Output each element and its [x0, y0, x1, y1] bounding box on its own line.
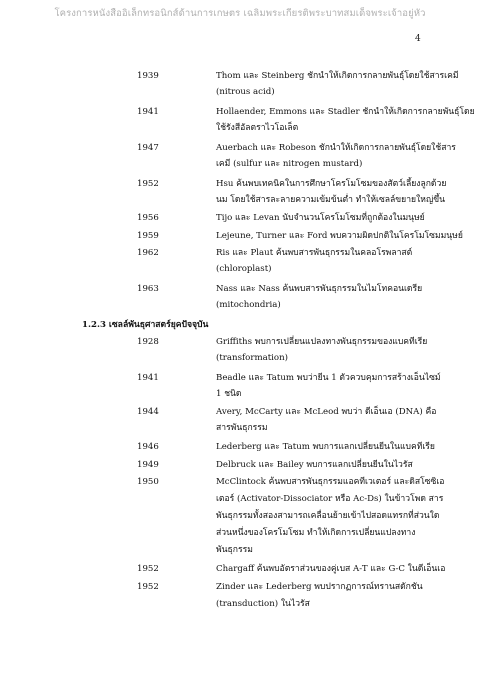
- entry-year: 1956: [137, 213, 159, 223]
- entry-year: 1952: [137, 582, 159, 592]
- entry-text: Lejeune, Turner และ Ford พบความผิดปกติในโครโมโซมมนุษย์: [216, 231, 463, 241]
- entry-year: 1939: [137, 71, 159, 81]
- entry-text: Chargaff ค้นพบอัตราส่วนของคู่เบส A-T และ G-C ในดีเอ็นเอ: [216, 564, 446, 574]
- entry-text: นม โดยใช้สารละลายความเข้มข้นต่ำ ทำให้เซลล์ขยายใหญ่ขึ้น: [216, 195, 446, 205]
- entry-text: Lederberg และ Tatum พบการแลกเปลี่ยนยีนในแบคทีเรีย: [216, 442, 435, 452]
- entry-text: Nass และ Nass ค้นพบสารพันธุกรรมในไมโทคอนเดรีย: [216, 284, 423, 294]
- entry-year: 1947: [137, 143, 159, 153]
- entry-text: Delbruck และ Bailey พบการแลกเปลี่ยนยีนในไวรัส: [216, 460, 413, 470]
- entry-text: พันธุกรรม: [216, 545, 253, 555]
- document-header: โครงการหนังสืออิเล็กทรอนิกส์ด้านการเกษตร เฉลิมพระเกียรติพระบาทสมเด็จพระเจ้าอยู่หัว: [54, 8, 426, 19]
- entry-text: 1 ชนิด: [216, 389, 242, 399]
- entry-text: (chloroplast): [216, 264, 272, 274]
- entry-text: Hollaender, Emmons และ Stadler ชักนำให้เกิดการกลายพันธุ์โดย: [216, 107, 475, 117]
- entry-text: สารพันธุกรรม: [216, 423, 268, 433]
- entry-year: 1941: [137, 373, 159, 383]
- entry-text: (transformation): [216, 353, 288, 363]
- entry-text: Thom และ Steinberg ชักนำให้เกิดการกลายพันธุ์โดยใช้สารเคมี: [216, 71, 459, 81]
- entry-text: (mitochondria): [216, 300, 281, 310]
- entry-text: (nitrous acid): [216, 87, 275, 97]
- entry-year: 1944: [137, 407, 159, 417]
- section-heading: 1.2.3 เซลล์พันธุศาสตร์ยุคปัจจุบัน: [82, 320, 209, 330]
- entry-text: Avery, McCarty และ McLeod พบว่า ดีเอ็นเอ (DNA) คือ: [216, 407, 437, 417]
- entry-text: Beadle และ Tatum พบว่ายีน 1 ตัวควบคุมการสร้างเอ็นไซม์: [216, 373, 441, 383]
- entry-text: Auerbach และ Robeson ชักนำให้เกิดการกลายพันธุ์โดยใช้สาร: [216, 143, 456, 153]
- entry-text: ส่วนหนึ่งของโครโมโซม ทำให้เกิดการเปลี่ยนแปลงทาง: [216, 528, 416, 538]
- entry-text: เคมี (sulfur และ nitrogen mustard): [216, 159, 363, 169]
- entry-year: 1950: [137, 477, 159, 487]
- entry-year: 1952: [137, 564, 159, 574]
- entry-year: 1952: [137, 179, 159, 189]
- entry-text: McClintock ค้นพบสารพันธุกรรมแอคทีเวเตอร์ และดิสโซซิเอ: [216, 477, 445, 487]
- entry-text: พันธุกรรมทั้งสองสามารถเคลื่อนย้ายเข้าไปสอดแทรกที่ส่วนใด: [216, 511, 440, 521]
- entry-year: 1928: [137, 337, 159, 347]
- entry-year: 1946: [137, 442, 159, 452]
- entry-year: 1959: [137, 231, 159, 241]
- entry-text: เตอร์ (Activator-Dissociator หรือ Ac-Ds) ในข้าวโพด สาร: [216, 494, 444, 504]
- entry-text: Ris และ Plaut ค้นพบสารพันธุกรรมในคลอโรพลาสต์: [216, 248, 413, 258]
- entry-text: (transduction) ในไวรัส: [216, 599, 310, 609]
- entry-text: Zinder และ Lederberg พบปรากฏการณ์ทรานสดักชัน: [216, 582, 423, 592]
- entry-text: Hsu ค้นพบเทคนิคในการศึกษาโครโมโซมของสัตว์เลี้ยงลูกด้วย: [216, 179, 447, 189]
- entry-year: 1963: [137, 284, 159, 294]
- entry-text: Griffiths พบการเปลี่ยนแปลงทางพันธุกรรมของแบคทีเรีย: [216, 337, 428, 347]
- entry-text: Tijo และ Levan นับจำนวนโครโมโซมที่ถูกต้องในมนุษย์: [216, 213, 425, 223]
- entry-year: 1949: [137, 460, 159, 470]
- entry-text: ใช้รังสีอัลตราไวโอเล็ต: [216, 123, 299, 133]
- page-number: 4: [415, 34, 421, 44]
- entry-year: 1941: [137, 107, 159, 117]
- entry-year: 1962: [137, 248, 159, 258]
